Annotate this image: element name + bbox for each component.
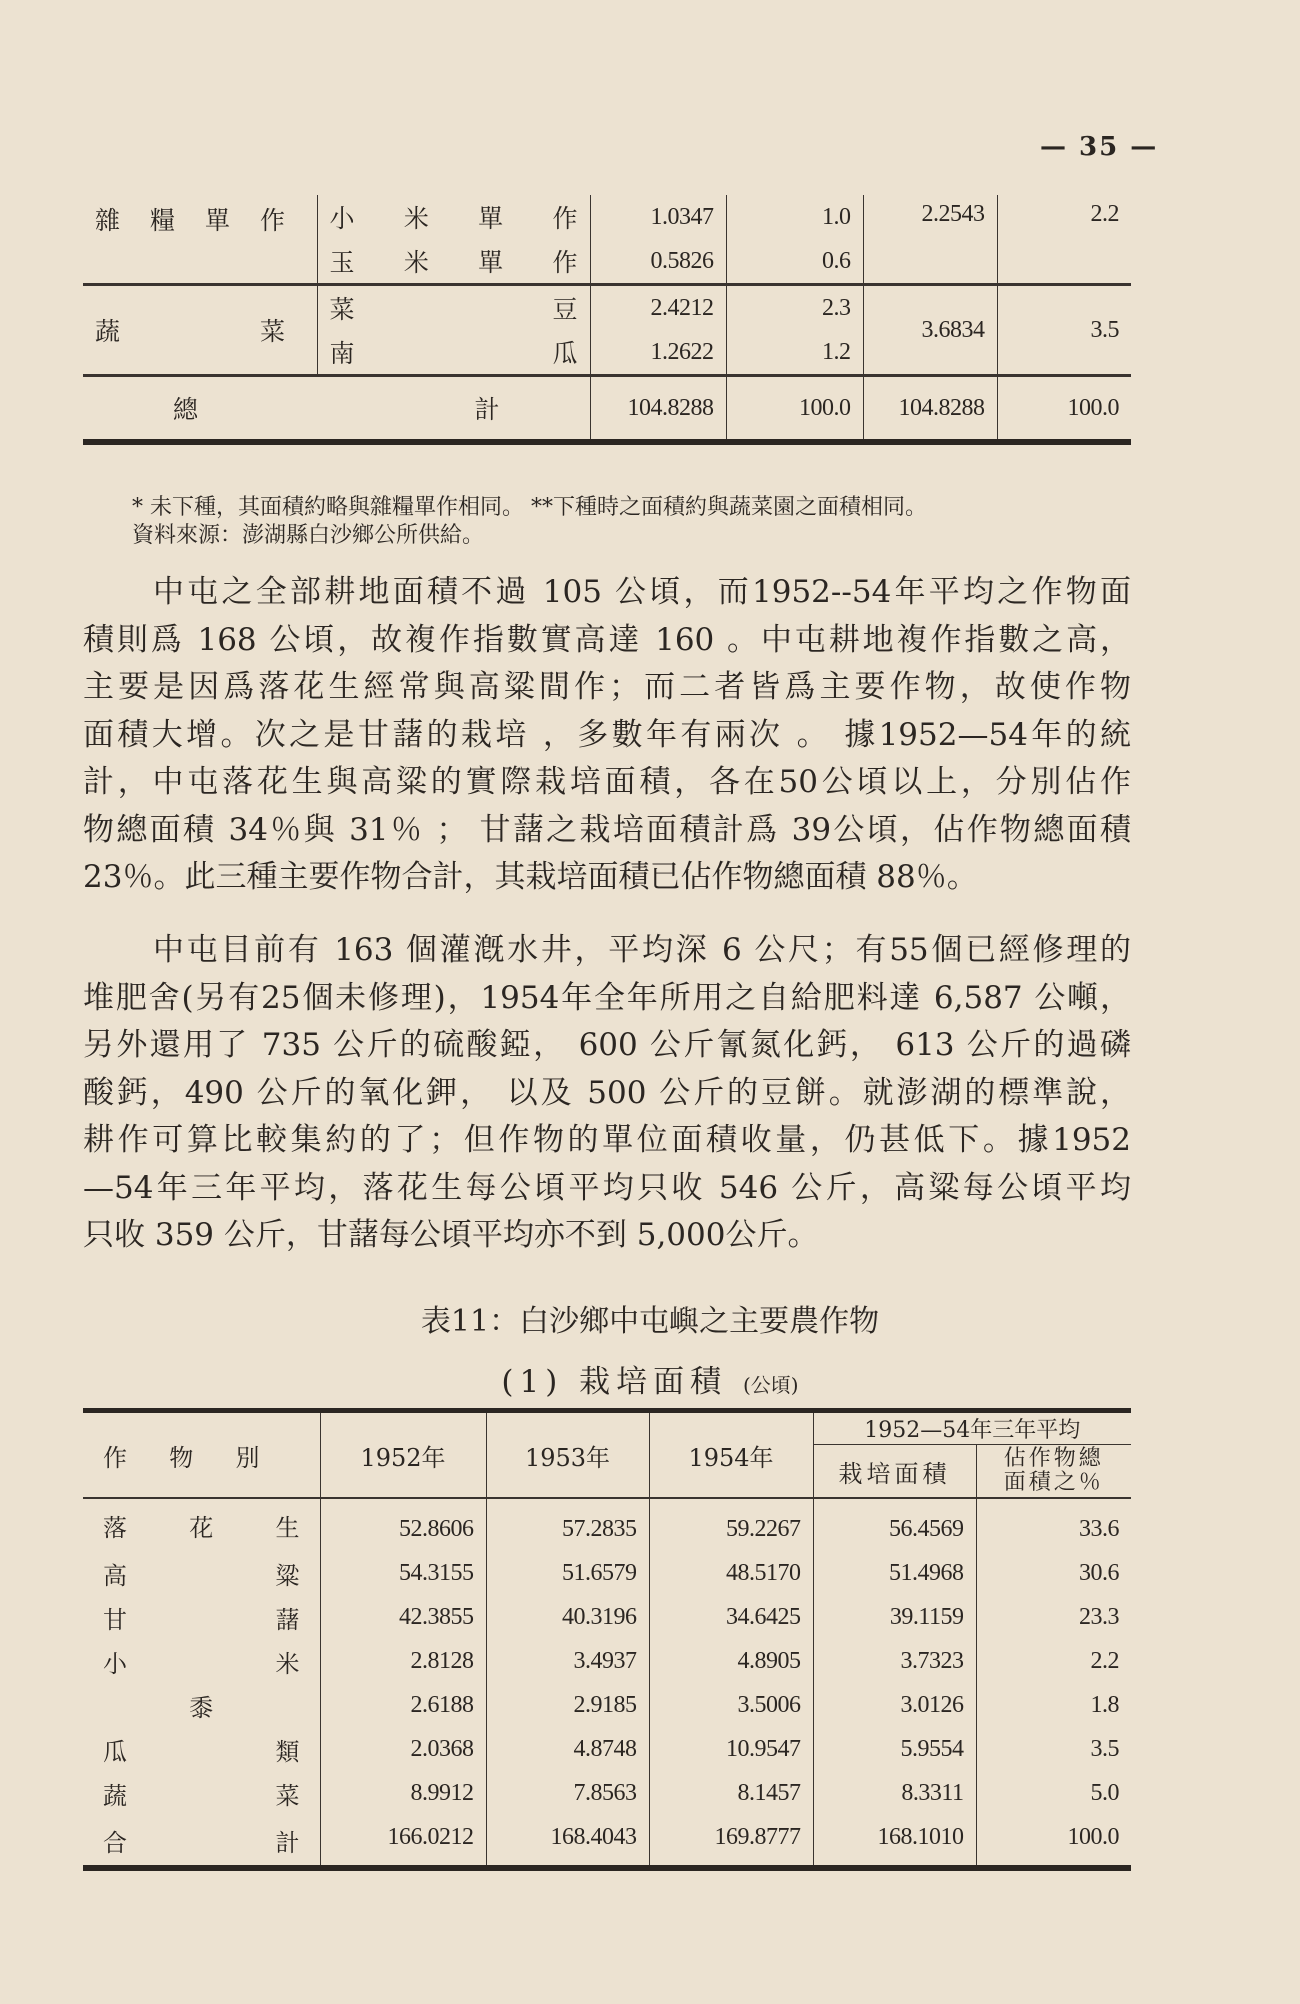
y1954-cell: 169.8777 — [649, 1815, 813, 1868]
text-line: 另外還用了 735 公斤的硫酸錏， 600 公斤氰氮化鈣， 613 公斤的過磷 — [83, 1027, 1131, 1063]
table-row — [83, 1771, 1131, 1815]
text-line: 酸鈣，490 公斤的氧化鉀， 以及 500 公斤的豆餅。就澎湖的標準說， — [83, 1074, 1131, 1111]
group-area-cell: 104.8288 — [863, 376, 997, 443]
item-label: 菜豆 — [329, 295, 578, 324]
group-pct-cell: 2.2 — [997, 195, 1131, 285]
y1953-cell: 40.3196 — [486, 1595, 649, 1639]
top-table-continued — [83, 195, 1131, 445]
y1952-cell: 52.8606 — [320, 1498, 486, 1551]
pct-cell: 5.0 — [976, 1771, 1131, 1815]
pct-cell: 1.2 — [726, 330, 863, 376]
pct-cell: 30.6 — [976, 1551, 1131, 1595]
avg-cell: 39.1159 — [813, 1595, 976, 1639]
table-row — [83, 1683, 1131, 1727]
area-cell: 104.8288 — [590, 376, 726, 443]
y1953-cell: 7.8563 — [486, 1771, 649, 1815]
area-cell: 1.2622 — [590, 330, 726, 376]
unit-label: (公頃) — [743, 1373, 799, 1397]
table-row — [83, 195, 1131, 239]
avg-cell: 56.4569 — [813, 1498, 976, 1551]
area-cell: 2.4212 — [590, 285, 726, 331]
page-number: — 35 — — [1040, 132, 1159, 162]
y1952-cell: 42.3855 — [320, 1595, 486, 1639]
table-row — [83, 1498, 1131, 1551]
y1952-cell: 2.8128 — [320, 1639, 486, 1683]
group-pct-cell: 100.0 — [997, 376, 1131, 443]
header-crop: 作物別 — [83, 1411, 320, 1499]
y1954-cell: 8.1457 — [649, 1771, 813, 1815]
text-line: —54年三年平均，落花生每公頃平均只收 546 公斤，高粱每公頃平均 — [83, 1169, 1131, 1206]
item-label: 小米單作 — [329, 204, 578, 233]
total-label: 總計 — [173, 395, 500, 424]
pct-cell: 2.3 — [726, 285, 863, 331]
table-title: 表11：白沙鄉中屯嶼之主要農作物 — [420, 1304, 880, 1339]
paragraph-2 — [83, 927, 1131, 1260]
header-average-group: 1952—54年三年平均 — [813, 1411, 1131, 1445]
y1954-cell: 3.5006 — [649, 1683, 813, 1727]
pct-cell: 33.6 — [976, 1498, 1131, 1551]
table-row — [83, 1639, 1131, 1683]
text-line: 主要是因爲落花生經常與高粱間作；而二者皆爲主要作物，故使作物 — [83, 669, 1131, 705]
pct-cell: 1.0 — [726, 195, 863, 239]
text-line: 23％。此三種主要作物合計，其栽培面積已佔作物總面積 88％。 — [83, 859, 978, 895]
avg-cell: 5.9554 — [813, 1727, 976, 1771]
area-cell: 1.0347 — [590, 195, 726, 239]
y1953-cell: 2.9185 — [486, 1683, 649, 1727]
total-row — [83, 376, 1131, 443]
header-avg-pct: 佔作物總 面積之％ — [976, 1445, 1131, 1499]
y1953-cell: 51.6579 — [486, 1551, 649, 1595]
y1953-cell: 4.8748 — [486, 1727, 649, 1771]
group-area-cell: 2.2543 — [863, 195, 997, 285]
header-1953: 1953年 — [486, 1411, 649, 1499]
y1953-cell: 57.2835 — [486, 1498, 649, 1551]
y1954-cell: 10.9547 — [649, 1727, 813, 1771]
text-line: 積則爲 168 公頃，故複作指數實高達 160 。中屯耕地複作指數之高， — [83, 621, 1131, 658]
pct-cell: 23.3 — [976, 1595, 1131, 1639]
table-row — [83, 1727, 1131, 1771]
pct-cell: 2.2 — [976, 1639, 1131, 1683]
y1952-cell: 2.0368 — [320, 1727, 486, 1771]
crop-name: 落花生 — [103, 1513, 300, 1542]
text-line: 中屯之全部耕地面積不過 105 公頃，而1952--54年平均之作物面 — [153, 574, 1131, 610]
group-pct-cell: 3.5 — [997, 285, 1131, 376]
group-label: 雜糧單作 — [95, 206, 285, 235]
table-subtitle — [0, 1356, 1300, 1401]
y1952-cell: 2.6188 — [320, 1683, 486, 1727]
table-row — [83, 1815, 1131, 1868]
pct-cell: 100.0 — [976, 1815, 1131, 1868]
y1952-cell: 166.0212 — [320, 1815, 486, 1868]
source-note: 資料來源：澎湖縣白沙鄉公所供給。 — [132, 523, 485, 548]
text-line: 只收 359 公斤，甘藷每公頃平均亦不到 5,000公斤。 — [83, 1217, 819, 1253]
header-1952: 1952年 — [320, 1411, 486, 1499]
y1952-cell: 54.3155 — [320, 1551, 486, 1595]
text-line: 物總面積 34％與 31％ ； 甘藷之栽培面積計爲 39公頃，佔作物總面積 — [83, 811, 1131, 848]
crop-area-table — [83, 1408, 1131, 1871]
table-row — [83, 285, 1131, 331]
avg-cell: 51.4968 — [813, 1551, 976, 1595]
text-line: 堆肥舍(另有25個未修理)，1954年全年所用之自給肥料達 6,587 公噸， — [83, 979, 1131, 1016]
pct-cell: 100.0 — [726, 376, 863, 443]
crop-name: 甘藷 — [103, 1605, 300, 1634]
crop-name: 瓜類 — [103, 1737, 300, 1766]
paragraph-1 — [83, 569, 1131, 902]
y1954-cell: 4.8905 — [649, 1639, 813, 1683]
header-avg-area: 栽培面積 — [813, 1445, 976, 1499]
y1954-cell: 34.6425 — [649, 1595, 813, 1639]
crop-name: 小米 — [103, 1649, 300, 1678]
avg-cell: 3.0126 — [813, 1683, 976, 1727]
text-line: 中屯目前有 163 個灌漑水井，平均深 6 公尺；有55個已經修理的 — [153, 932, 1131, 968]
avg-cell: 168.1010 — [813, 1815, 976, 1868]
group-label: 蔬菜 — [83, 285, 317, 376]
y1954-cell: 48.5170 — [649, 1551, 813, 1595]
subtitle-text: (1) 栽培面積 — [501, 1364, 728, 1400]
text-line: 耕作可算比較集約的了；但作物的單位面積收量，仍甚低下。據1952 — [83, 1122, 1131, 1158]
text-line: 計，中屯落花生與高粱的實際栽培面積，各在50公頃以上，分別佔作 — [83, 764, 1131, 800]
pct-cell: 0.6 — [726, 239, 863, 285]
item-label: 玉米單作 — [329, 248, 578, 277]
avg-cell: 8.3311 — [813, 1771, 976, 1815]
group-area-cell: 3.6834 — [863, 285, 997, 376]
y1954-cell: 59.2267 — [649, 1498, 813, 1551]
item-label: 南瓜 — [329, 339, 578, 368]
crop-name: 黍 — [189, 1693, 214, 1722]
pct-cell: 3.5 — [976, 1727, 1131, 1771]
crop-name: 蔬菜 — [103, 1781, 300, 1810]
y1953-cell: 168.4043 — [486, 1815, 649, 1868]
footnote: * 未下種，其面積約略與雜糧單作相同。 **下種時之面積約與蔬菜園之面積相同。 — [132, 495, 927, 520]
avg-cell: 3.7323 — [813, 1639, 976, 1683]
y1952-cell: 8.9912 — [320, 1771, 486, 1815]
crop-name: 高粱 — [103, 1561, 300, 1590]
table-row — [83, 1595, 1131, 1639]
y1953-cell: 3.4937 — [486, 1639, 649, 1683]
crop-name: 合計 — [83, 1815, 320, 1868]
header-1954: 1954年 — [649, 1411, 813, 1499]
pct-cell: 1.8 — [976, 1683, 1131, 1727]
table-row — [83, 1551, 1131, 1595]
area-cell: 0.5826 — [590, 239, 726, 285]
text-line: 面積大增。次之是甘藷的栽培 ，多數年有兩次 。 據1952—54年的統 — [83, 716, 1131, 753]
